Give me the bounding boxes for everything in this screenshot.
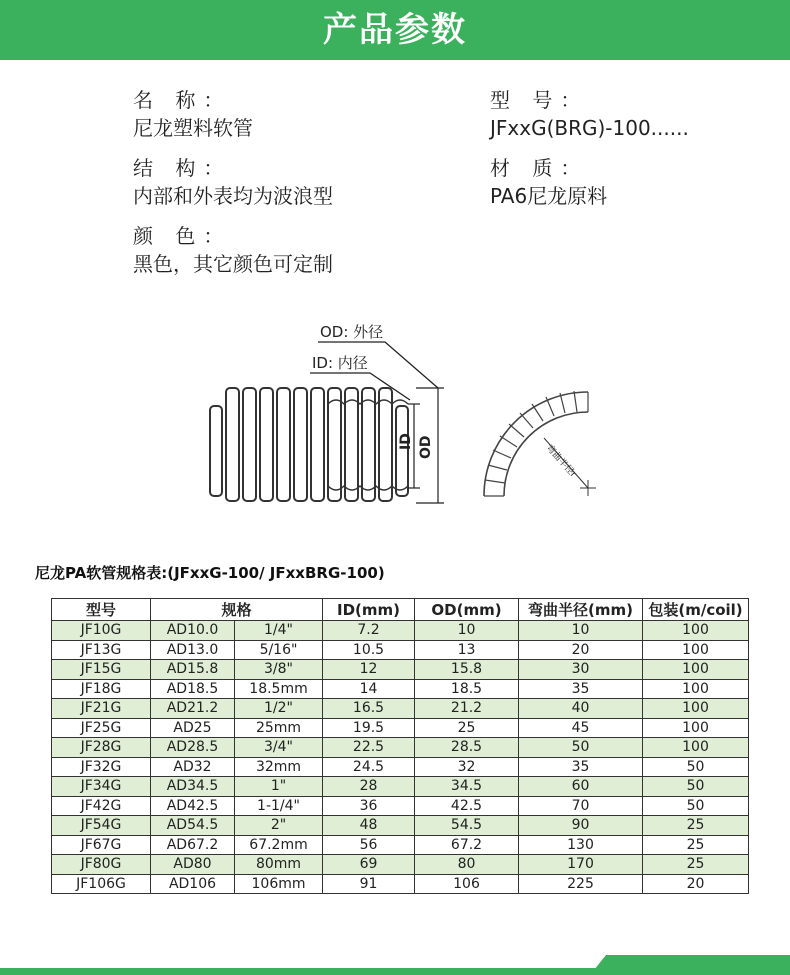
cell-id: 69 [323, 855, 415, 875]
spec-table [51, 598, 749, 894]
cell-ad: AD10.0 [151, 621, 235, 641]
table-row [52, 816, 749, 836]
cell-od: 15.8 [415, 660, 519, 680]
cell-ad: AD42.5 [151, 796, 235, 816]
table-row [52, 777, 749, 797]
table-header-row [52, 599, 749, 621]
cell-size: 3/4" [235, 738, 323, 758]
cell-size: 5/16" [235, 640, 323, 660]
cell-bend-radius: 20 [519, 640, 643, 660]
cell-id: 14 [323, 679, 415, 699]
cell-id: 12 [323, 660, 415, 680]
table-row [52, 757, 749, 777]
cell-bend-radius: 170 [519, 855, 643, 875]
cell-model: JF80G [52, 855, 151, 875]
cell-od: 42.5 [415, 796, 519, 816]
cell-model: JF18G [52, 679, 151, 699]
cell-ad: AD106 [151, 874, 235, 894]
cell-ad: AD18.5 [151, 679, 235, 699]
cell-size: 80mm [235, 855, 323, 875]
cell-id: 48 [323, 816, 415, 836]
cell-bend-radius: 225 [519, 874, 643, 894]
cell-od: 10 [415, 621, 519, 641]
spec-material-value: PA6尼龙原料 [490, 184, 608, 208]
table-row [52, 679, 749, 699]
cell-ad: AD32 [151, 757, 235, 777]
cell-model: JF42G [52, 796, 151, 816]
spec-structure-label: 结 构： [133, 156, 232, 180]
cell-size: 1" [235, 777, 323, 797]
cell-od: 80 [415, 855, 519, 875]
table-row [52, 738, 749, 758]
spec-model-label: 型 号： [490, 88, 589, 112]
cell-ad: AD67.2 [151, 835, 235, 855]
cell-size: 25mm [235, 718, 323, 738]
cell-bend-radius: 35 [519, 757, 643, 777]
cell-packaging: 50 [643, 796, 749, 816]
cell-model: JF34G [52, 777, 151, 797]
spec-color [133, 222, 333, 278]
straight-hose [210, 388, 408, 501]
od-label: OD: 外径 [320, 323, 384, 341]
cell-od: 34.5 [415, 777, 519, 797]
cell-model: JF10G [52, 621, 151, 641]
cell-id: 19.5 [323, 718, 415, 738]
spec-color-value: 黑色，其它颜色可定制 [133, 252, 333, 276]
cell-model: JF54G [52, 816, 151, 836]
cell-id: 28 [323, 777, 415, 797]
table-body [52, 621, 749, 894]
cell-id: 24.5 [323, 757, 415, 777]
spec-structure [133, 154, 333, 210]
cell-id: 91 [323, 874, 415, 894]
spec-model-value: JFxxG(BRG)-100...... [490, 116, 689, 140]
cell-model: JF106G [52, 874, 151, 894]
cell-size: 2" [235, 816, 323, 836]
spec-name-label: 名 称： [133, 88, 232, 112]
cell-bend-radius: 130 [519, 835, 643, 855]
cell-model: JF25G [52, 718, 151, 738]
cell-model: JF67G [52, 835, 151, 855]
table-row [52, 621, 749, 641]
header-spec: 规格 [151, 599, 323, 621]
cell-od: 18.5 [415, 679, 519, 699]
cell-packaging: 25 [643, 835, 749, 855]
cell-packaging: 100 [643, 738, 749, 758]
cell-size: 67.2mm [235, 835, 323, 855]
header-bend-radius: 弯曲半径(mm) [519, 599, 643, 621]
cell-packaging: 25 [643, 855, 749, 875]
cell-size: 18.5mm [235, 679, 323, 699]
cell-ad: AD21.2 [151, 699, 235, 719]
cell-packaging: 50 [643, 757, 749, 777]
cell-model: JF15G [52, 660, 151, 680]
cell-ad: AD34.5 [151, 777, 235, 797]
spec-structure-value: 内部和外表均为波浪型 [133, 184, 333, 208]
cell-ad: AD28.5 [151, 738, 235, 758]
id-dimension-label: ID [398, 433, 414, 450]
cell-bend-radius: 70 [519, 796, 643, 816]
cell-od: 25 [415, 718, 519, 738]
table-row [52, 640, 749, 660]
spec-material-label: 材 质： [490, 156, 589, 180]
cell-ad: AD15.8 [151, 660, 235, 680]
cell-size: 1/4" [235, 621, 323, 641]
cell-id: 56 [323, 835, 415, 855]
cell-size: 1/2" [235, 699, 323, 719]
cell-packaging: 100 [643, 660, 749, 680]
bent-hose [484, 391, 588, 496]
spec-model [490, 86, 689, 142]
cell-id: 10.5 [323, 640, 415, 660]
cell-od: 28.5 [415, 738, 519, 758]
table-row [52, 660, 749, 680]
cell-bend-radius: 30 [519, 660, 643, 680]
cell-model: JF21G [52, 699, 151, 719]
cell-packaging: 100 [643, 621, 749, 641]
footer-tab [590, 955, 790, 975]
cell-packaging: 20 [643, 874, 749, 894]
table-row [52, 874, 749, 894]
cell-bend-radius: 40 [519, 699, 643, 719]
spec-name-value: 尼龙塑料软管 [133, 116, 253, 140]
cell-ad: AD80 [151, 855, 235, 875]
cell-id: 36 [323, 796, 415, 816]
cell-size: 1-1/4" [235, 796, 323, 816]
cell-model: JF13G [52, 640, 151, 660]
table-row [52, 835, 749, 855]
cell-id: 7.2 [323, 621, 415, 641]
cell-packaging: 25 [643, 816, 749, 836]
cell-id: 16.5 [323, 699, 415, 719]
cell-od: 67.2 [415, 835, 519, 855]
cell-packaging: 100 [643, 699, 749, 719]
cell-od: 54.5 [415, 816, 519, 836]
cell-ad: AD13.0 [151, 640, 235, 660]
header-od: OD(mm) [415, 599, 519, 621]
spec-color-label: 颜 色： [133, 224, 232, 248]
cell-od: 21.2 [415, 699, 519, 719]
cell-od: 13 [415, 640, 519, 660]
cell-packaging: 100 [643, 679, 749, 699]
table-row [52, 796, 749, 816]
cell-size: 32mm [235, 757, 323, 777]
cell-od: 106 [415, 874, 519, 894]
cell-od: 32 [415, 757, 519, 777]
cell-bend-radius: 45 [519, 718, 643, 738]
hose-diagram [200, 318, 620, 518]
table-row [52, 855, 749, 875]
table-title: 尼龙PA软管规格表:(JFxxG-100/ JFxxBRG-100) [35, 564, 385, 582]
header-model: 型号 [52, 599, 151, 621]
spec-name [133, 86, 253, 142]
cell-ad: AD54.5 [151, 816, 235, 836]
spec-material [490, 154, 607, 210]
table-row [52, 699, 749, 719]
cell-size: 3/8" [235, 660, 323, 680]
cell-size: 106mm [235, 874, 323, 894]
cell-model: JF32G [52, 757, 151, 777]
header-id: ID(mm) [323, 599, 415, 621]
header-packaging: 包装(m/coil) [643, 599, 749, 621]
cell-bend-radius: 35 [519, 679, 643, 699]
cell-packaging: 50 [643, 777, 749, 797]
cell-bend-radius: 60 [519, 777, 643, 797]
table-row [52, 718, 749, 738]
cell-bend-radius: 50 [519, 738, 643, 758]
bend-center-mark [580, 480, 596, 496]
cell-id: 22.5 [323, 738, 415, 758]
cell-bend-radius: 10 [519, 621, 643, 641]
cell-model: JF28G [52, 738, 151, 758]
cell-bend-radius: 90 [519, 816, 643, 836]
cell-packaging: 100 [643, 640, 749, 660]
cell-ad: AD25 [151, 718, 235, 738]
cell-packaging: 100 [643, 718, 749, 738]
od-dimension-label: OD [418, 435, 434, 459]
page-title: 产品参数 [323, 10, 467, 50]
bend-radius-label: 弯曲半径r [543, 443, 578, 480]
id-label: ID: 内径 [312, 354, 368, 372]
